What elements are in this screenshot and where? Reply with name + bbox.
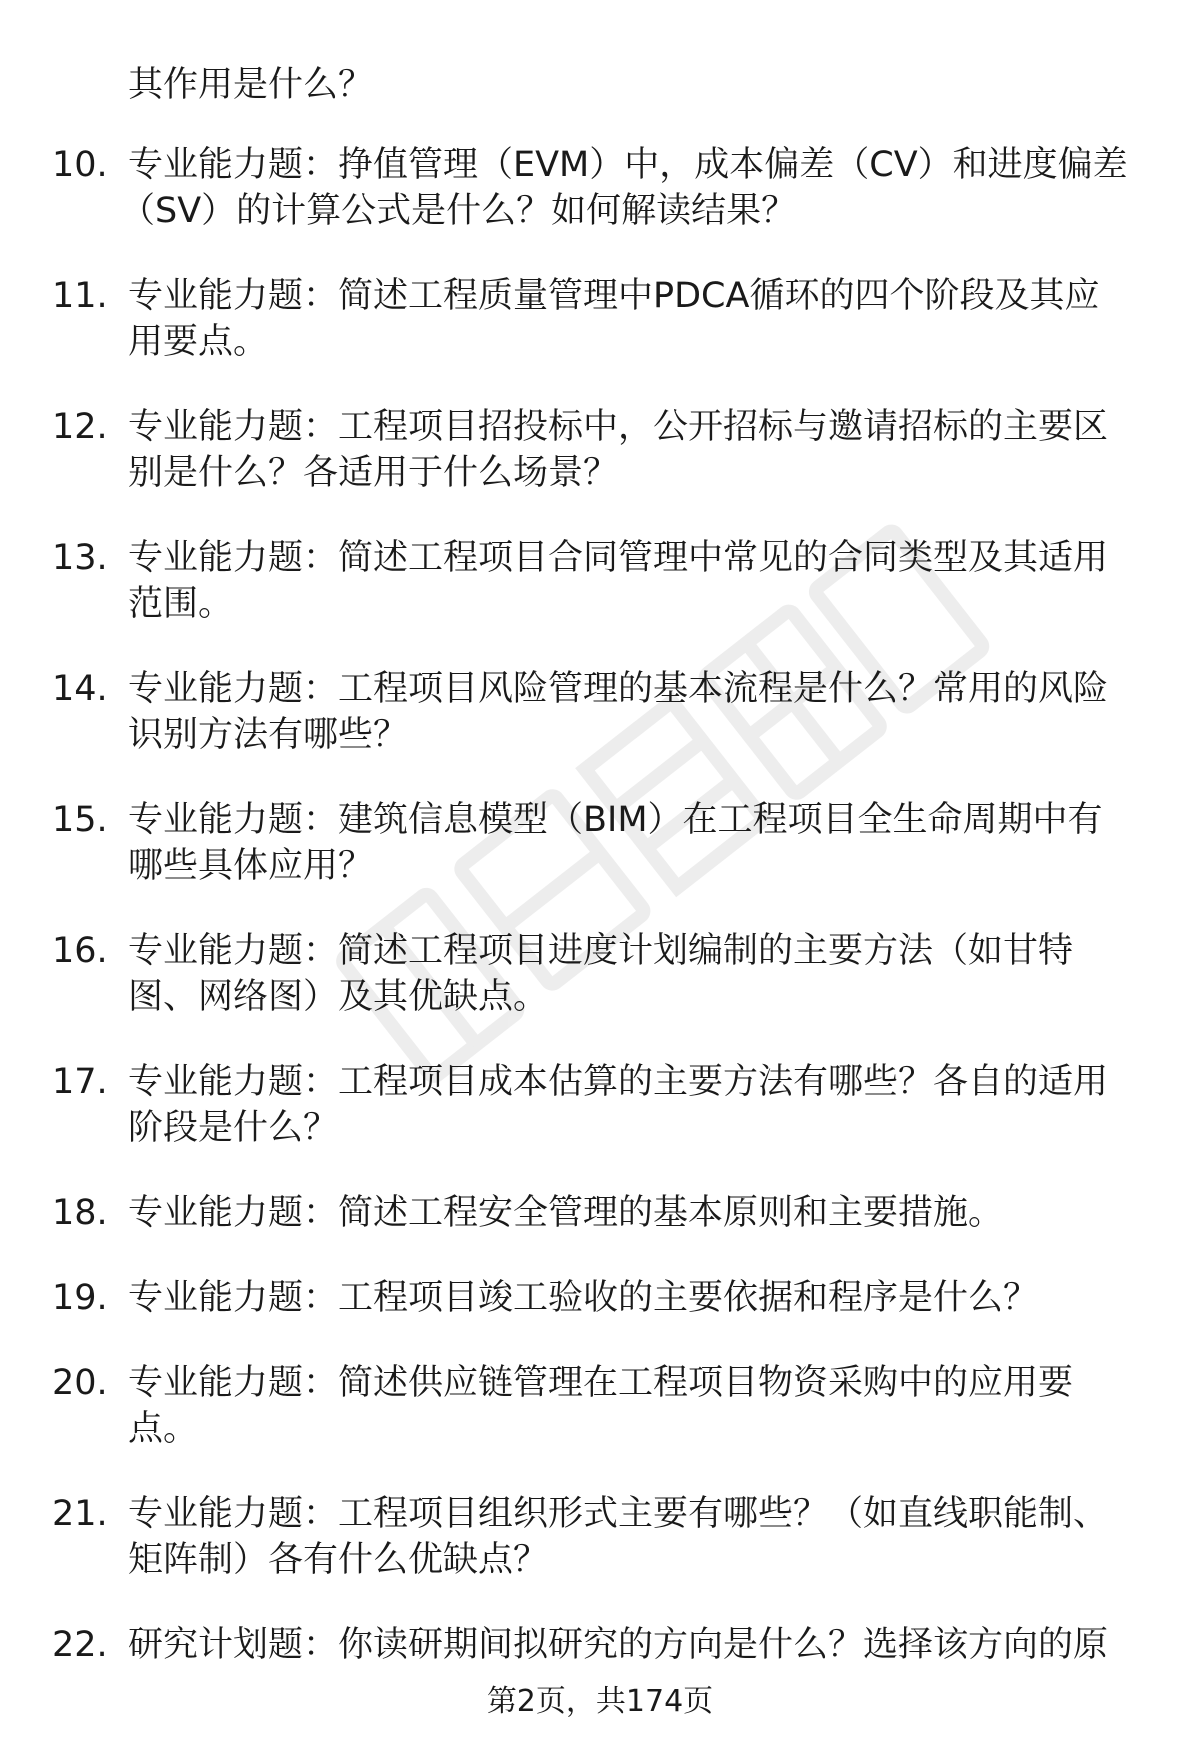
question-text-line: 用要点。 — [128, 322, 269, 362]
question-text — [128, 1190, 1158, 1236]
question-text-line: 专业能力题：工程项目招投标中，公开招标与邀请招标的主要区 — [128, 407, 1109, 447]
question-text — [128, 1491, 1158, 1583]
question-text — [128, 273, 1158, 365]
question-item — [0, 1275, 1200, 1360]
question-number: 22. — [52, 1625, 108, 1665]
question-text-line: 点。 — [128, 1409, 199, 1449]
page-footer: 第2页，共174页 — [486, 1684, 714, 1719]
question-text — [128, 1360, 1158, 1452]
question-text-line: 哪些具体应用？ — [128, 846, 374, 886]
question-text-line: 专业能力题：建筑信息模型（BIM）在工程项目全生命周期中有 — [128, 800, 1103, 840]
question-text-line: 矩阵制）各有什么优缺点？ — [128, 1540, 549, 1580]
question-number: 21. — [52, 1494, 108, 1534]
question-text-line: 专业能力题：挣值管理（EVM）中，成本偏差（CV）和进度偏差 — [128, 145, 1128, 185]
question-text-line: 专业能力题：工程项目组织形式主要有哪些？（如直线职能制、 — [128, 1494, 1109, 1534]
continuation-line: 其作用是什么？ — [128, 65, 374, 105]
question-item — [0, 1190, 1200, 1275]
question-text — [128, 404, 1158, 496]
question-number: 14. — [52, 669, 108, 709]
question-text — [128, 797, 1158, 889]
question-text — [120, 142, 1158, 234]
question-item — [0, 666, 1200, 797]
question-text-line: 图、网络图）及其优缺点。 — [128, 977, 549, 1017]
question-text-line: 专业能力题：简述工程安全管理的基本原则和主要措施。 — [128, 1193, 1004, 1233]
question-item — [0, 928, 1200, 1059]
question-text-line: 专业能力题：简述供应链管理在工程项目物资采购中的应用要 — [128, 1363, 1074, 1403]
question-number: 19. — [52, 1278, 108, 1318]
question-item — [0, 535, 1200, 666]
question-text — [128, 1622, 1158, 1668]
question-number: 11. — [52, 276, 108, 316]
question-number: 10. — [52, 145, 108, 185]
question-number: 18. — [52, 1193, 108, 1233]
question-number: 17. — [52, 1062, 108, 1102]
question-text-line: 专业能力题：简述工程项目合同管理中常见的合同类型及其适用 — [128, 538, 1109, 578]
question-text — [128, 928, 1158, 1020]
question-item — [0, 1059, 1200, 1190]
question-text-line: 识别方法有哪些？ — [128, 715, 409, 755]
question-number: 12. — [52, 407, 108, 447]
question-text-line: 别是什么？各适用于什么场景？ — [128, 453, 619, 493]
question-text-line: 范围。 — [128, 584, 234, 624]
question-text-line: 研究计划题：你读研期间拟研究的方向是什么？选择该方向的原 — [128, 1625, 1109, 1665]
question-text-line: 专业能力题：简述工程质量管理中PDCA循环的四个阶段及其应 — [128, 276, 1100, 316]
question-item — [0, 797, 1200, 928]
question-text-line: 阶段是什么？ — [128, 1108, 339, 1148]
question-text — [128, 1275, 1158, 1321]
question-list — [0, 142, 1200, 1707]
question-text-line: 专业能力题：工程项目成本估算的主要方法有哪些？各自的适用 — [128, 1062, 1109, 1102]
question-item — [0, 1491, 1200, 1622]
question-item — [0, 273, 1200, 404]
question-text — [128, 1059, 1158, 1151]
question-text-line: 专业能力题：工程项目竣工验收的主要依据和程序是什么？ — [128, 1278, 1039, 1318]
question-text — [128, 666, 1158, 758]
question-number: 15. — [52, 800, 108, 840]
question-item — [0, 404, 1200, 535]
question-number: 13. — [52, 538, 108, 578]
question-item — [0, 1360, 1200, 1491]
question-text-line: 专业能力题：工程项目风险管理的基本流程是什么？常用的风险 — [128, 669, 1109, 709]
question-text-line: （SV）的计算公式是什么？如何解读结果？ — [120, 191, 797, 231]
question-text-line: 专业能力题：简述工程项目进度计划编制的主要方法（如甘特 — [128, 931, 1074, 971]
question-number: 20. — [52, 1363, 108, 1403]
question-number: 16. — [52, 931, 108, 971]
question-item — [0, 142, 1200, 273]
question-text — [128, 535, 1158, 627]
